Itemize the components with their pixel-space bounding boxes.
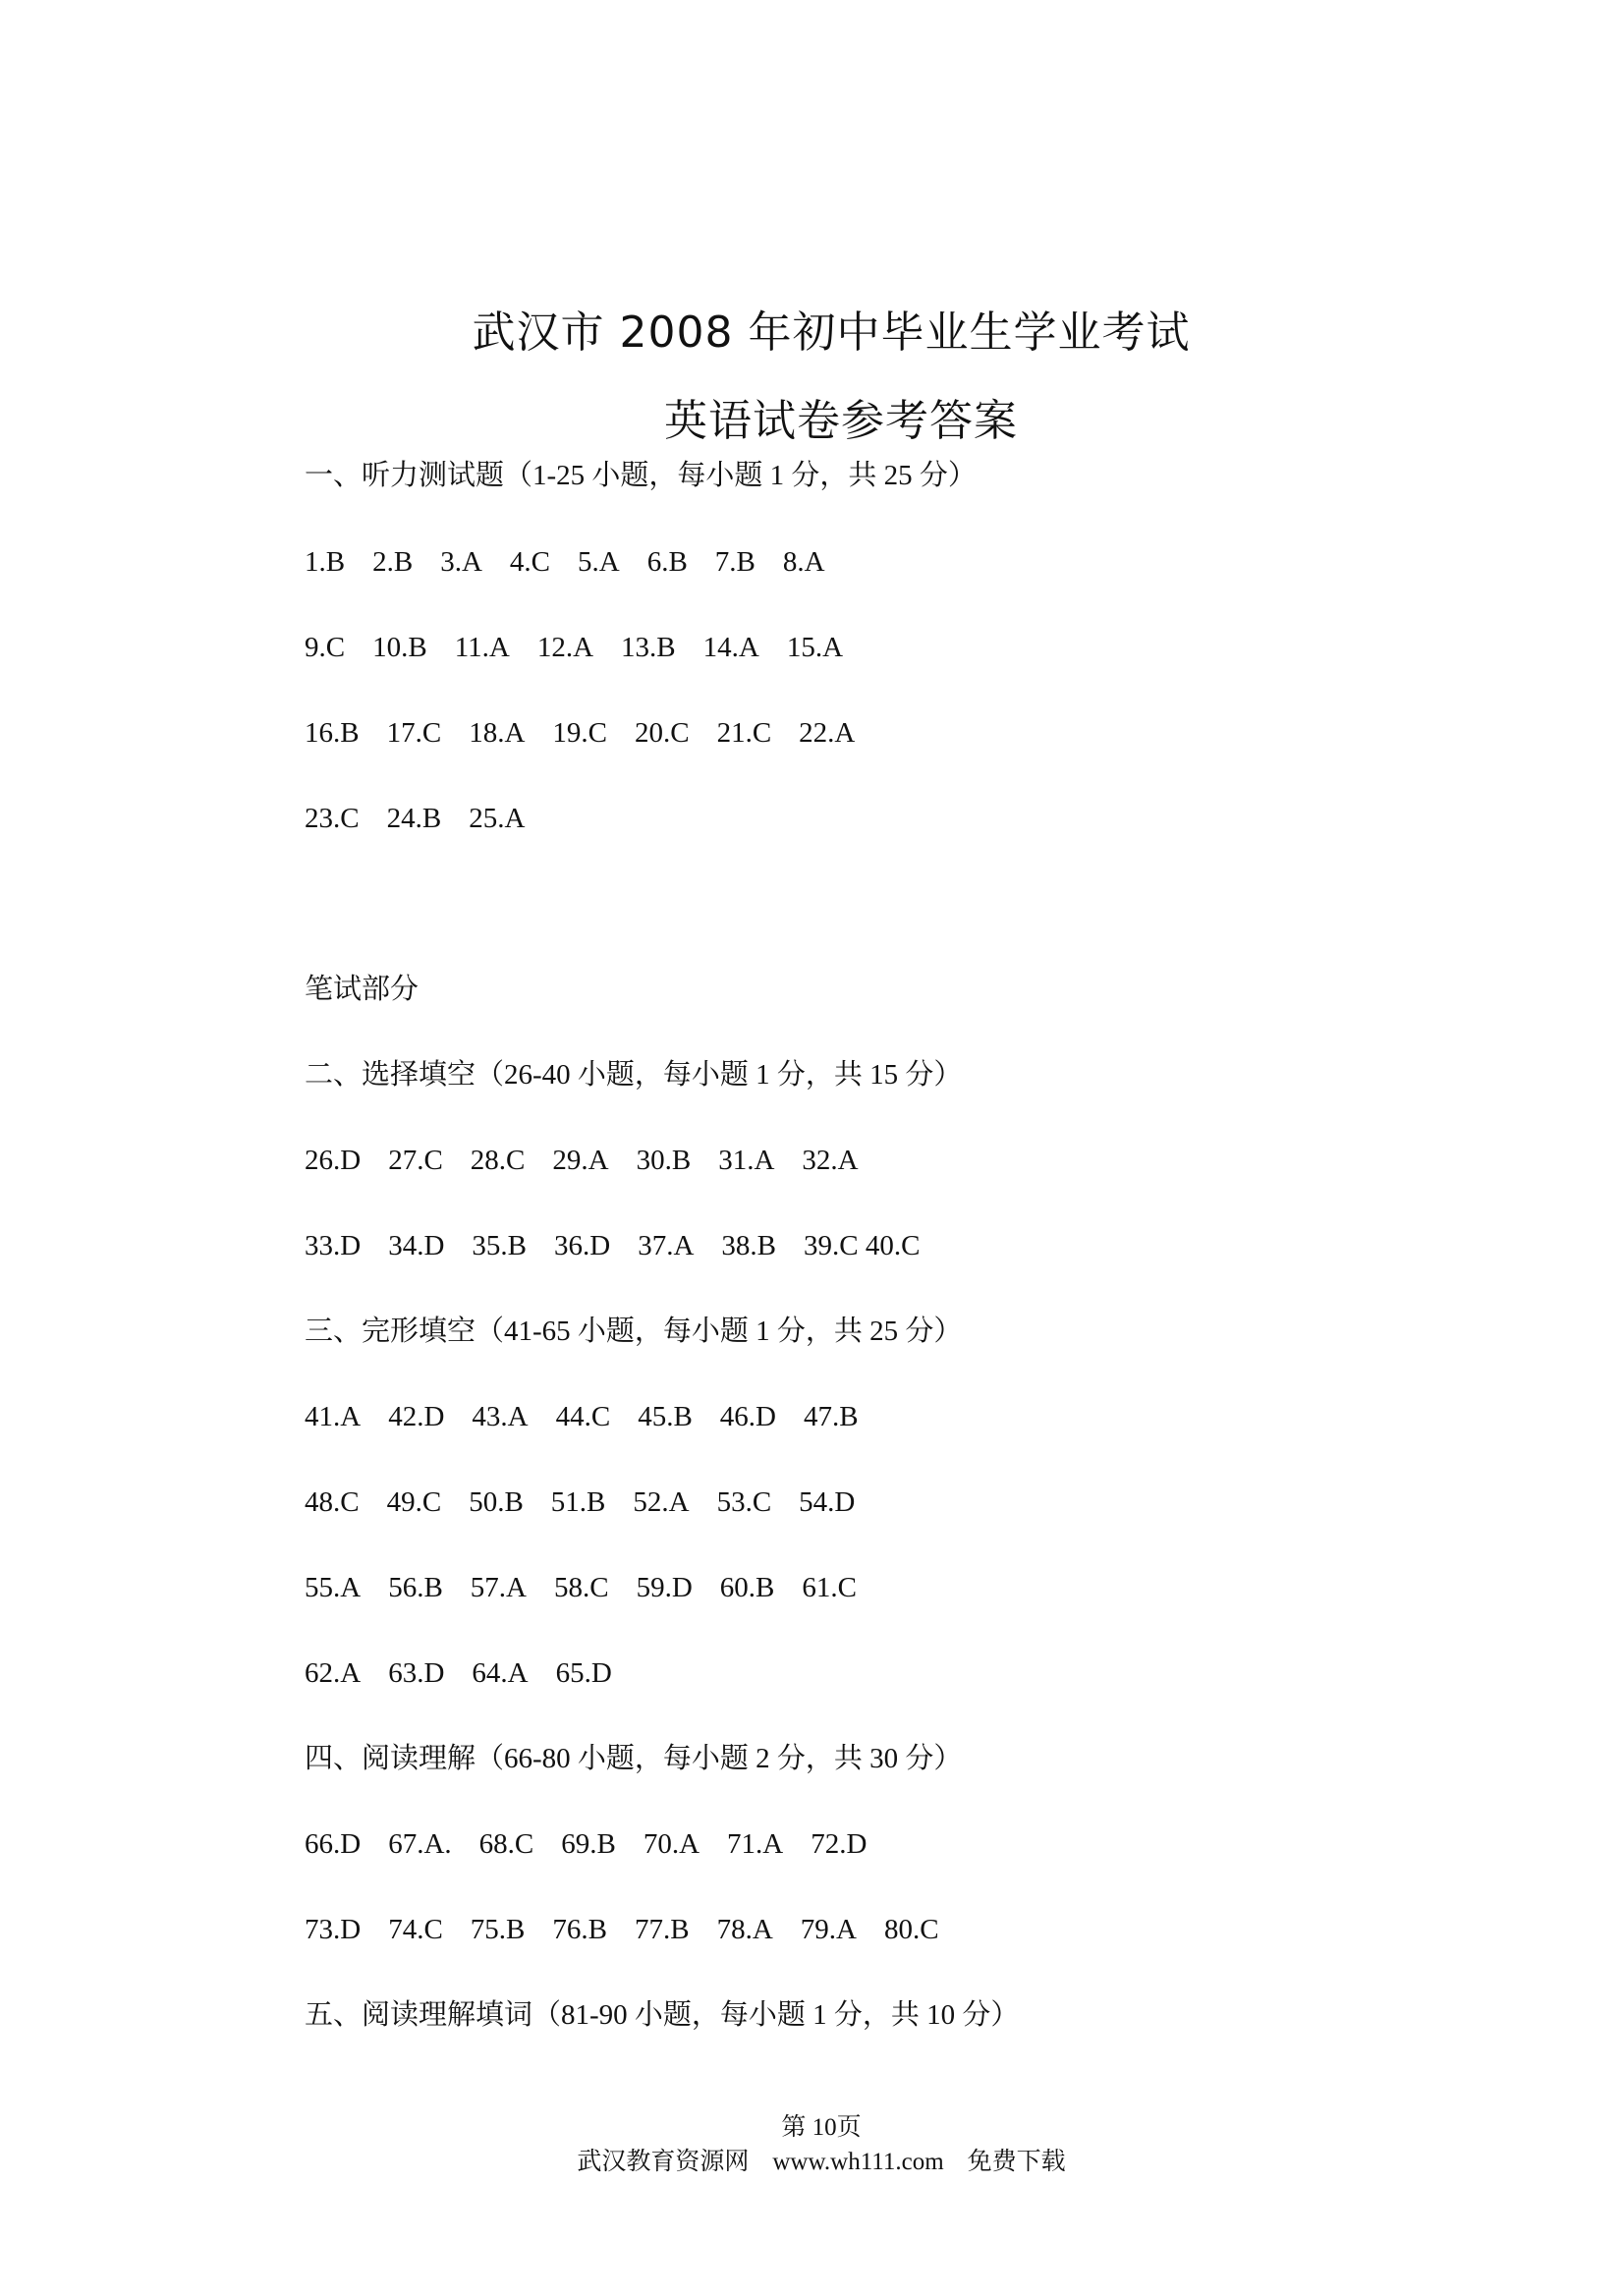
answer-item: 65.D bbox=[555, 1657, 612, 1689]
answer-item: 16.B bbox=[305, 717, 360, 749]
answer-item: 35.B bbox=[472, 1230, 527, 1261]
footer-site-line bbox=[10, 2142, 1623, 2177]
answer-item: 17.C bbox=[386, 717, 442, 749]
listening-row-1 bbox=[305, 542, 853, 582]
answer-item: 55.A bbox=[305, 1572, 362, 1603]
answer-item: 77.B bbox=[634, 1914, 690, 1945]
site-url[interactable]: www.wh111.com bbox=[772, 2149, 944, 2175]
answer-item: 2.B bbox=[372, 546, 414, 578]
answer-item: 29.A bbox=[552, 1145, 609, 1176]
answer-item: 51.B bbox=[550, 1486, 606, 1518]
answer-item: 67.A. bbox=[388, 1828, 452, 1860]
answer-item: 36.D bbox=[554, 1230, 611, 1261]
answer-key-title: 英语试卷参考答案 bbox=[664, 396, 1018, 446]
answer-item: 21.C bbox=[716, 717, 772, 749]
answer-item: 24.B bbox=[386, 803, 442, 834]
answer-item: 62.A bbox=[305, 1657, 362, 1689]
answer-item: 71.A bbox=[727, 1828, 784, 1860]
answer-item: 54.D bbox=[799, 1486, 856, 1518]
answer-item: 34.D bbox=[388, 1230, 445, 1261]
answer-item: 66.D bbox=[305, 1828, 362, 1860]
page-number: 第 10页 bbox=[781, 2114, 862, 2141]
choice-heading: 二、选择填空（26-40 小题，每小题 1 分，共 15 分） bbox=[305, 1059, 963, 1091]
answer-item: 56.B bbox=[388, 1572, 443, 1603]
answer-item: 3.A bbox=[440, 546, 482, 578]
answer-item: 47.B bbox=[804, 1401, 859, 1432]
answer-item: 53.C bbox=[716, 1486, 772, 1518]
answer-item: 75.B bbox=[470, 1914, 526, 1945]
answer-item: 32.A bbox=[802, 1145, 859, 1176]
answer-item: 72.D bbox=[811, 1828, 867, 1860]
answer-item: 15.A bbox=[786, 632, 844, 663]
answer-item: 57.A bbox=[470, 1572, 527, 1603]
fill-heading: 五、阅读理解填词（81-90 小题，每小题 1 分，共 10 分） bbox=[305, 1999, 1020, 2031]
answer-item: 79.A bbox=[800, 1914, 857, 1945]
answer-item: 37.A bbox=[638, 1230, 695, 1261]
answer-item: 76.B bbox=[552, 1914, 607, 1945]
listening-row-2 bbox=[305, 628, 870, 667]
answer-item: 60.B bbox=[719, 1572, 775, 1603]
answer-item: 33.D bbox=[305, 1230, 362, 1261]
answer-item: 10.B bbox=[372, 632, 427, 663]
answer-item: 28.C bbox=[470, 1145, 526, 1176]
cloze-row-2 bbox=[305, 1483, 882, 1522]
answer-item: 69.B bbox=[561, 1828, 616, 1860]
reading-row-1 bbox=[305, 1824, 894, 1864]
answer-item: 7.B bbox=[714, 546, 756, 578]
cloze-row-4 bbox=[305, 1653, 640, 1693]
written-heading: 笔试部分 bbox=[305, 974, 420, 1005]
answer-item: 58.C bbox=[554, 1572, 609, 1603]
cloze-row-1 bbox=[305, 1397, 886, 1436]
answer-item: 73.D bbox=[305, 1914, 362, 1945]
answer-item: 68.C bbox=[478, 1828, 534, 1860]
answer-item: 64.A bbox=[472, 1657, 529, 1689]
answer-item: 44.C bbox=[555, 1401, 611, 1432]
site-name: 武汉教育资源网 bbox=[577, 2149, 750, 2175]
answer-item: 13.B bbox=[621, 632, 676, 663]
reading-row-2 bbox=[305, 1910, 967, 1949]
answer-item: 78.A bbox=[716, 1914, 773, 1945]
answer-item: 31.A bbox=[718, 1145, 775, 1176]
answer-item: 4.C bbox=[509, 546, 550, 578]
answer-item: 14.A bbox=[702, 632, 759, 663]
listening-heading: 一、听力测试题（1-25 小题，每小题 1 分，共 25 分） bbox=[305, 460, 977, 491]
answer-item: 19.C bbox=[552, 717, 607, 749]
answer-item: 9.C bbox=[305, 632, 346, 663]
reading-heading: 四、阅读理解（66-80 小题，每小题 2 分，共 30 分） bbox=[305, 1743, 963, 1774]
answer-item: 12.A bbox=[536, 632, 594, 663]
answer-item: 61.C bbox=[802, 1572, 857, 1603]
answer-item: 48.C bbox=[305, 1486, 360, 1518]
choice-row-1 bbox=[305, 1141, 886, 1180]
answer-item: 39.C 40.C bbox=[804, 1230, 921, 1261]
answer-item: 52.A bbox=[633, 1486, 690, 1518]
site-note: 免费下载 bbox=[967, 2149, 1066, 2175]
listening-row-3 bbox=[305, 713, 882, 753]
answer-item: 1.B bbox=[305, 546, 346, 578]
answer-item: 11.A bbox=[454, 632, 510, 663]
answer-item: 74.C bbox=[388, 1914, 443, 1945]
answer-item: 8.A bbox=[782, 546, 825, 578]
answer-item: 70.A bbox=[643, 1828, 700, 1860]
answer-item: 6.B bbox=[646, 546, 688, 578]
answer-item: 63.D bbox=[388, 1657, 445, 1689]
choice-row-2 bbox=[305, 1226, 947, 1265]
answer-item: 5.A bbox=[577, 546, 620, 578]
answer-item: 42.D bbox=[388, 1401, 445, 1432]
answer-item: 45.B bbox=[638, 1401, 693, 1432]
answer-item: 26.D bbox=[305, 1145, 362, 1176]
answer-item: 80.C bbox=[883, 1914, 939, 1945]
answer-item: 43.A bbox=[472, 1401, 529, 1432]
exam-title: 武汉市 2008 年初中毕业生学业考试 bbox=[472, 308, 1191, 358]
answer-item: 23.C bbox=[305, 803, 360, 834]
listening-row-4 bbox=[305, 799, 552, 838]
answer-item: 20.C bbox=[634, 717, 690, 749]
answer-item: 38.B bbox=[721, 1230, 776, 1261]
answer-item: 50.B bbox=[469, 1486, 524, 1518]
answer-item: 49.C bbox=[386, 1486, 442, 1518]
answer-item: 27.C bbox=[388, 1145, 443, 1176]
answer-item: 46.D bbox=[719, 1401, 776, 1432]
cloze-heading: 三、完形填空（41-65 小题，每小题 1 分，共 25 分） bbox=[305, 1316, 963, 1347]
cloze-row-3 bbox=[305, 1568, 884, 1607]
answer-item: 30.B bbox=[636, 1145, 692, 1176]
answer-item: 59.D bbox=[636, 1572, 693, 1603]
answer-item: 22.A bbox=[799, 717, 856, 749]
answer-item: 41.A bbox=[305, 1401, 362, 1432]
answer-item: 25.A bbox=[469, 803, 526, 834]
answer-item: 18.A bbox=[469, 717, 526, 749]
